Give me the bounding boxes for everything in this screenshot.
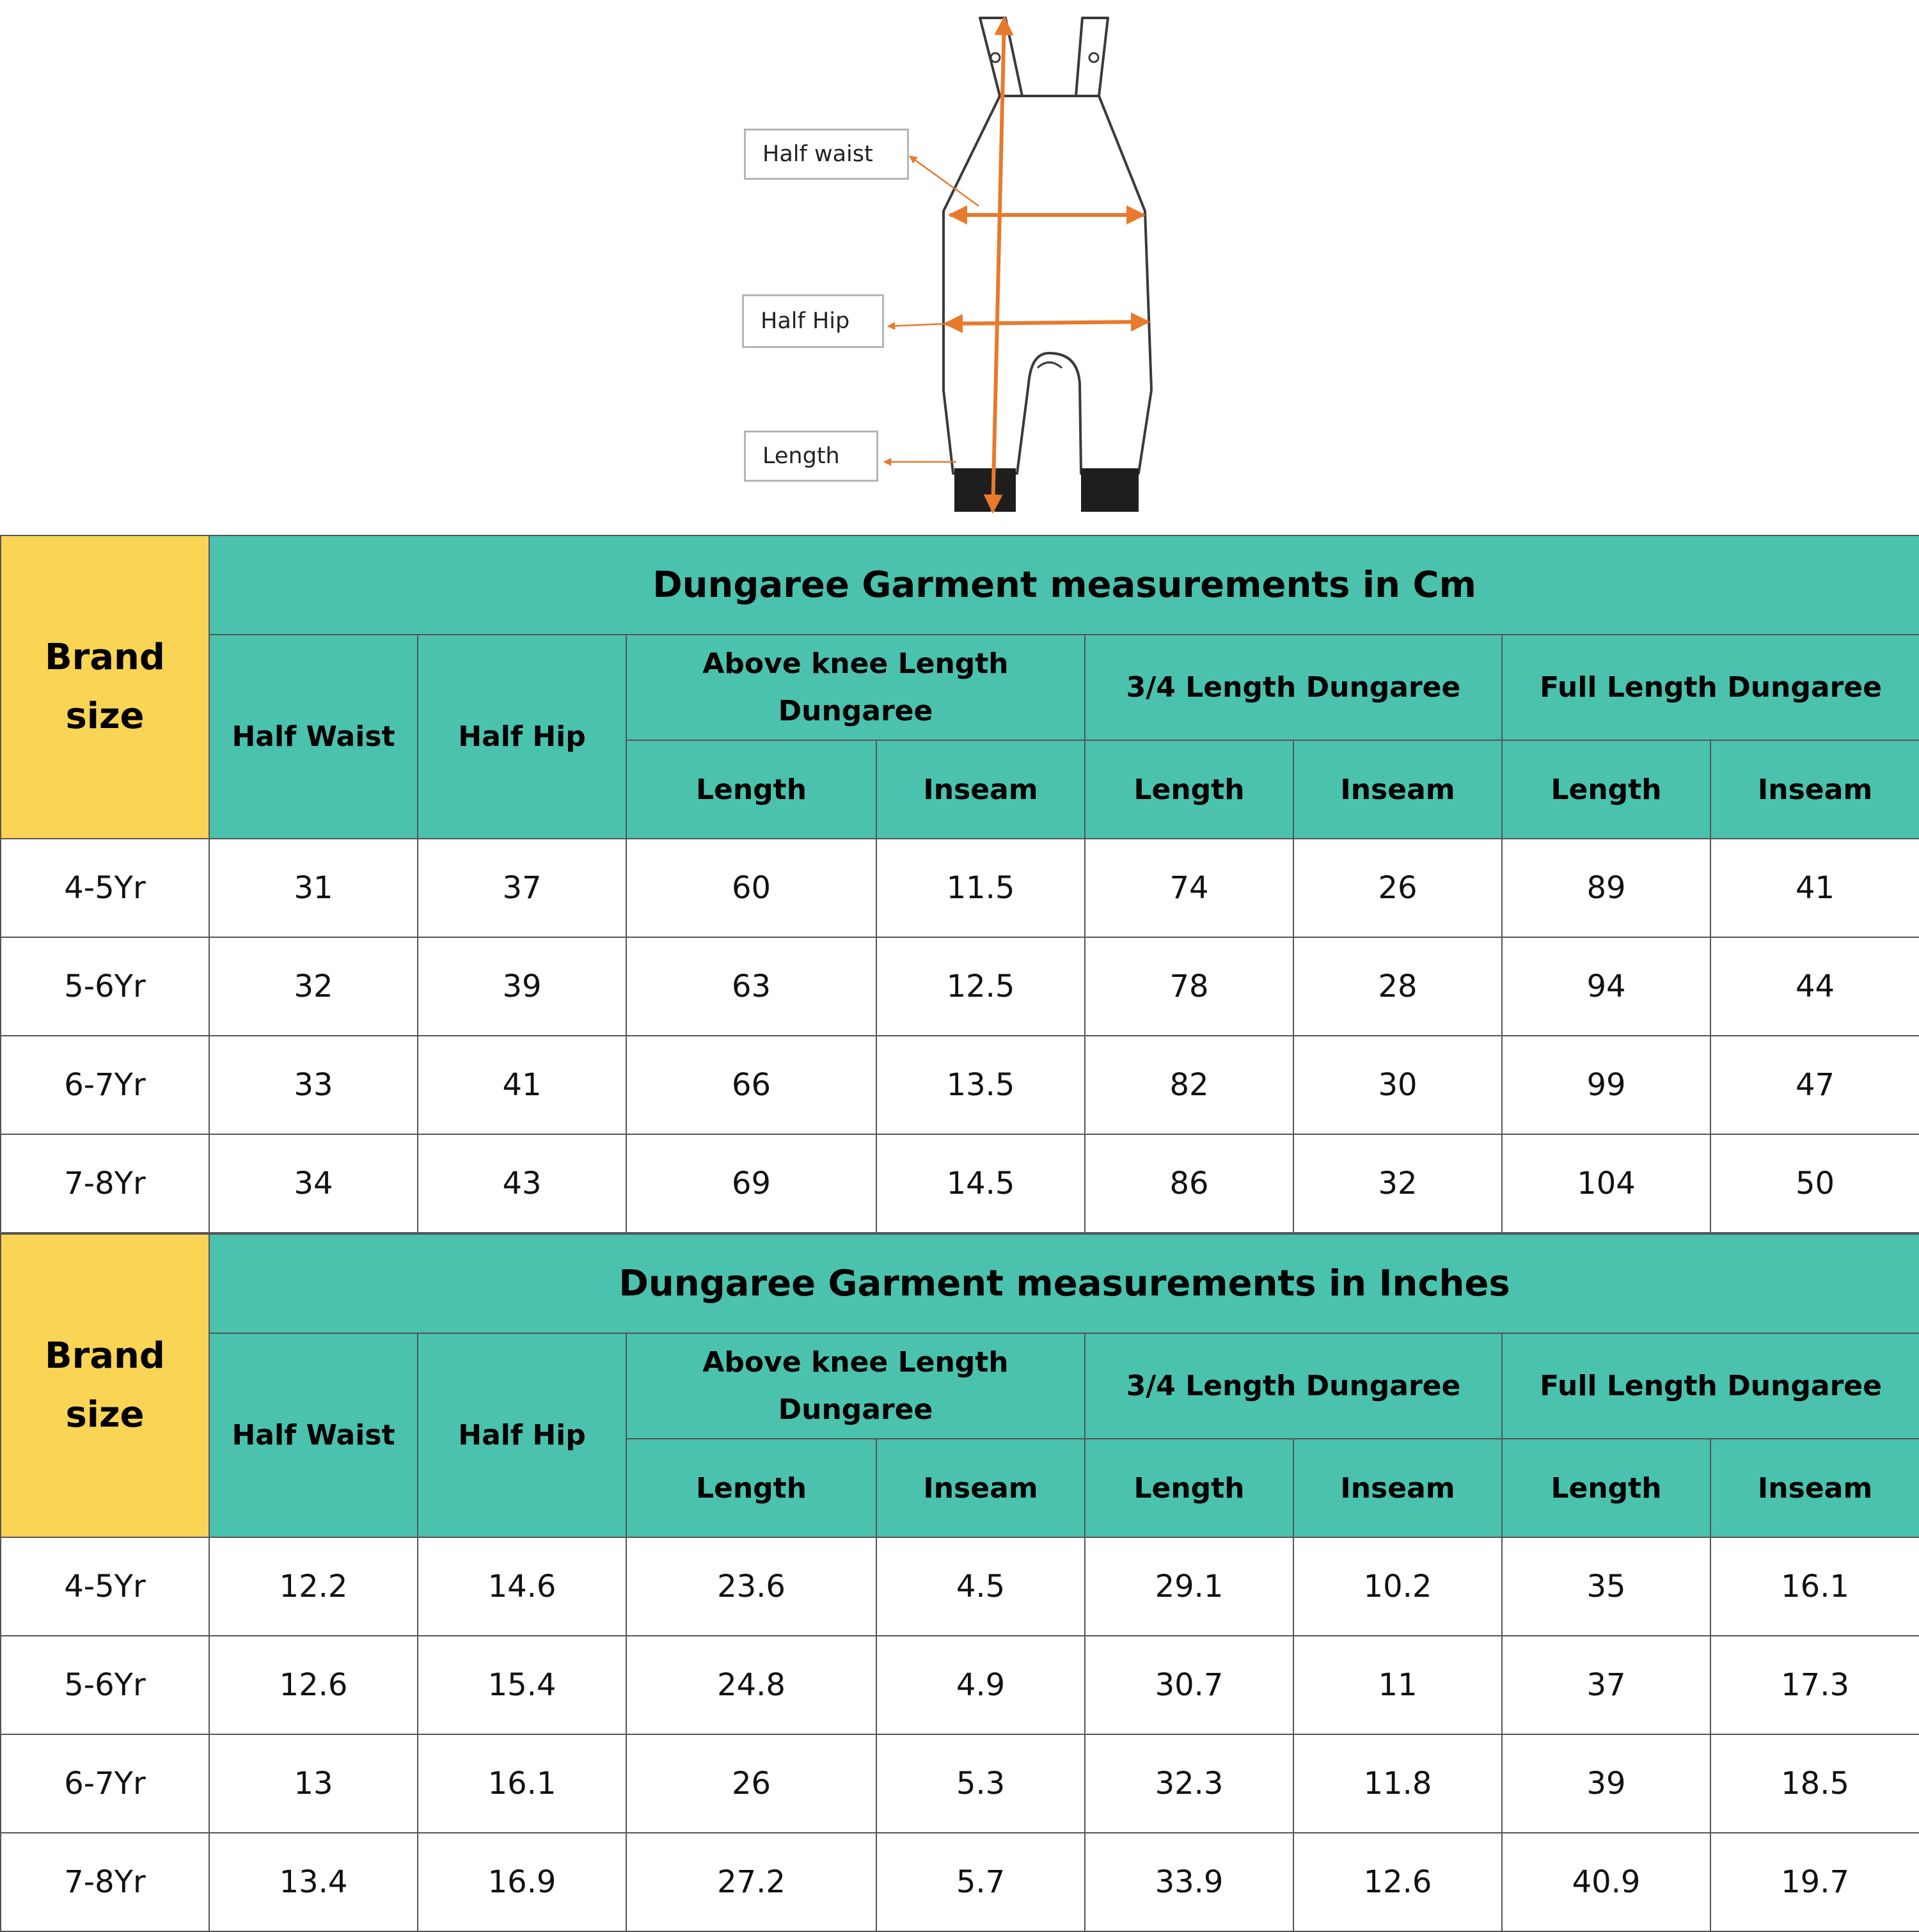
full-length-header: Full Length Dungaree bbox=[1502, 1333, 1919, 1439]
above-knee-inseam-cell: 11.5 bbox=[876, 839, 1085, 937]
brand-size-line2: size bbox=[65, 695, 145, 737]
above-knee-inseam-header: Inseam bbox=[876, 1439, 1085, 1537]
above-knee-line2: Dungaree bbox=[778, 694, 933, 727]
half-waist-label-text: Half waist bbox=[762, 141, 873, 167]
full-length-length-cell: 40.9 bbox=[1502, 1833, 1710, 1931]
half-waist-cell: 12.6 bbox=[209, 1636, 418, 1734]
full-length-length-cell: 37 bbox=[1502, 1636, 1710, 1734]
size-cell: 5-6Yr bbox=[1, 937, 209, 1036]
above-knee-length-cell: 24.8 bbox=[626, 1636, 876, 1734]
three-quarter-length-cell: 30.7 bbox=[1085, 1636, 1293, 1734]
brand-size-line1: Brand bbox=[44, 637, 166, 678]
half-hip-cell: 37 bbox=[418, 839, 626, 937]
full-length-length-cell: 35 bbox=[1502, 1537, 1710, 1636]
above-knee-header bbox=[626, 1333, 1085, 1439]
size-cell: 5-6Yr bbox=[1, 1636, 209, 1734]
three-quarter-length-cell: 32.3 bbox=[1085, 1734, 1293, 1833]
three-quarter-inseam-cell: 32 bbox=[1293, 1134, 1502, 1233]
half-waist-cell: 33 bbox=[209, 1036, 418, 1134]
size-cell: 4-5Yr bbox=[1, 839, 209, 937]
three-quarter-length-header: Length bbox=[1085, 1439, 1293, 1537]
half-hip-cell: 14.6 bbox=[418, 1537, 626, 1636]
full-length-length-cell: 89 bbox=[1502, 839, 1710, 937]
above-knee-length-cell: 26 bbox=[626, 1734, 876, 1833]
size-cell: 7-8Yr bbox=[1, 1134, 209, 1233]
table-row bbox=[1, 1734, 1919, 1833]
above-knee-header bbox=[626, 635, 1085, 740]
half-hip-cell: 43 bbox=[418, 1134, 626, 1233]
table-row bbox=[1, 1537, 1919, 1636]
half-hip-label bbox=[742, 294, 884, 348]
above-knee-length-header: Length bbox=[626, 1439, 876, 1537]
above-knee-inseam-header: Inseam bbox=[876, 740, 1085, 839]
table-title: Dungaree Garment measurements in Inches bbox=[209, 1234, 1919, 1333]
above-knee-inseam-cell: 5.7 bbox=[876, 1833, 1085, 1931]
brand-size-header bbox=[1, 535, 209, 839]
full-length-length-header: Length bbox=[1502, 740, 1710, 839]
full-length-inseam-cell: 18.5 bbox=[1710, 1734, 1919, 1833]
half-waist-cell: 34 bbox=[209, 1134, 418, 1233]
length-label-text: Length bbox=[762, 443, 840, 469]
full-length-length-cell: 94 bbox=[1502, 937, 1710, 1036]
full-length-length-cell: 104 bbox=[1502, 1134, 1710, 1233]
three-quarter-inseam-cell: 30 bbox=[1293, 1036, 1502, 1134]
above-knee-line1: Above knee Length bbox=[702, 647, 1009, 680]
half-hip-label-text: Half Hip bbox=[761, 308, 850, 334]
half-hip-header: Half Hip bbox=[418, 1333, 626, 1537]
above-knee-inseam-cell: 4.5 bbox=[876, 1537, 1085, 1636]
full-length-inseam-cell: 50 bbox=[1710, 1134, 1919, 1233]
full-length-header: Full Length Dungaree bbox=[1502, 635, 1919, 740]
full-length-inseam-cell: 47 bbox=[1710, 1036, 1919, 1134]
above-knee-length-cell: 27.2 bbox=[626, 1833, 876, 1931]
three-quarter-inseam-cell: 11.8 bbox=[1293, 1734, 1502, 1833]
half-hip-header: Half Hip bbox=[418, 635, 626, 839]
three-quarter-length-cell: 33.9 bbox=[1085, 1833, 1293, 1931]
three-quarter-header: 3/4 Length Dungaree bbox=[1085, 635, 1502, 740]
half-hip-cell: 16.1 bbox=[418, 1734, 626, 1833]
above-knee-length-header: Length bbox=[626, 740, 876, 839]
table-row bbox=[1, 937, 1919, 1036]
three-quarter-header: 3/4 Length Dungaree bbox=[1085, 1333, 1502, 1439]
full-length-inseam-header: Inseam bbox=[1710, 1439, 1919, 1537]
table-row bbox=[1, 1134, 1919, 1233]
above-knee-length-cell: 60 bbox=[626, 839, 876, 937]
half-waist-cell: 12.2 bbox=[209, 1537, 418, 1636]
full-length-inseam-header: Inseam bbox=[1710, 740, 1919, 839]
half-waist-cell: 13.4 bbox=[209, 1833, 418, 1931]
three-quarter-inseam-cell: 12.6 bbox=[1293, 1833, 1502, 1931]
three-quarter-length-cell: 74 bbox=[1085, 839, 1293, 937]
above-knee-inseam-cell: 14.5 bbox=[876, 1134, 1085, 1233]
cm-measurements-table bbox=[0, 535, 1919, 1233]
three-quarter-inseam-cell: 10.2 bbox=[1293, 1537, 1502, 1636]
half-waist-cell: 31 bbox=[209, 839, 418, 937]
full-length-length-header: Length bbox=[1502, 1439, 1710, 1537]
half-waist-cell: 32 bbox=[209, 937, 418, 1036]
half-hip-cell: 15.4 bbox=[418, 1636, 626, 1734]
full-length-inseam-cell: 44 bbox=[1710, 937, 1919, 1036]
three-quarter-inseam-header: Inseam bbox=[1293, 1439, 1502, 1537]
three-quarter-inseam-header: Inseam bbox=[1293, 740, 1502, 839]
above-knee-length-cell: 63 bbox=[626, 937, 876, 1036]
full-length-inseam-cell: 17.3 bbox=[1710, 1636, 1919, 1734]
three-quarter-length-cell: 82 bbox=[1085, 1036, 1293, 1134]
half-hip-cell: 41 bbox=[418, 1036, 626, 1134]
three-quarter-length-header: Length bbox=[1085, 740, 1293, 839]
above-knee-inseam-cell: 5.3 bbox=[876, 1734, 1085, 1833]
table-row bbox=[1, 1636, 1919, 1734]
size-cell: 6-7Yr bbox=[1, 1734, 209, 1833]
table-title: Dungaree Garment measurements in Cm bbox=[209, 535, 1919, 635]
table-row bbox=[1, 839, 1919, 937]
length-label bbox=[744, 431, 878, 482]
full-length-inseam-cell: 16.1 bbox=[1710, 1537, 1919, 1636]
three-quarter-length-cell: 78 bbox=[1085, 937, 1293, 1036]
half-hip-cell: 16.9 bbox=[418, 1833, 626, 1931]
above-knee-length-cell: 66 bbox=[626, 1036, 876, 1134]
table-row bbox=[1, 1036, 1919, 1134]
full-length-inseam-cell: 41 bbox=[1710, 839, 1919, 937]
half-waist-cell: 13 bbox=[209, 1734, 418, 1833]
three-quarter-inseam-cell: 11 bbox=[1293, 1636, 1502, 1734]
above-knee-line1: Above knee Length bbox=[702, 1345, 1009, 1379]
half-waist-header: Half Waist bbox=[209, 635, 418, 839]
full-length-length-cell: 99 bbox=[1502, 1036, 1710, 1134]
three-quarter-length-cell: 86 bbox=[1085, 1134, 1293, 1233]
brand-size-header bbox=[1, 1234, 209, 1537]
above-knee-inseam-cell: 4.9 bbox=[876, 1636, 1085, 1734]
three-quarter-length-cell: 29.1 bbox=[1085, 1537, 1293, 1636]
brand-size-line2: size bbox=[65, 1394, 145, 1436]
brand-size-line1: Brand bbox=[44, 1335, 166, 1377]
three-quarter-inseam-cell: 26 bbox=[1293, 839, 1502, 937]
above-knee-inseam-cell: 13.5 bbox=[876, 1036, 1085, 1134]
dungaree-diagram bbox=[0, 0, 1919, 535]
dungaree-illustration bbox=[0, 0, 1919, 535]
three-quarter-inseam-cell: 28 bbox=[1293, 937, 1502, 1036]
half-waist-label bbox=[744, 129, 909, 180]
above-knee-length-cell: 69 bbox=[626, 1134, 876, 1233]
table-row bbox=[1, 1833, 1919, 1931]
full-length-inseam-cell: 19.7 bbox=[1710, 1833, 1919, 1931]
size-cell: 6-7Yr bbox=[1, 1036, 209, 1134]
inches-measurements-table bbox=[0, 1233, 1919, 1932]
size-cell: 4-5Yr bbox=[1, 1537, 209, 1636]
half-hip-cell: 39 bbox=[418, 937, 626, 1036]
full-length-length-cell: 39 bbox=[1502, 1734, 1710, 1833]
size-cell: 7-8Yr bbox=[1, 1833, 209, 1931]
above-knee-line2: Dungaree bbox=[778, 1393, 933, 1426]
above-knee-length-cell: 23.6 bbox=[626, 1537, 876, 1636]
above-knee-inseam-cell: 12.5 bbox=[876, 937, 1085, 1036]
half-waist-header: Half Waist bbox=[209, 1333, 418, 1537]
